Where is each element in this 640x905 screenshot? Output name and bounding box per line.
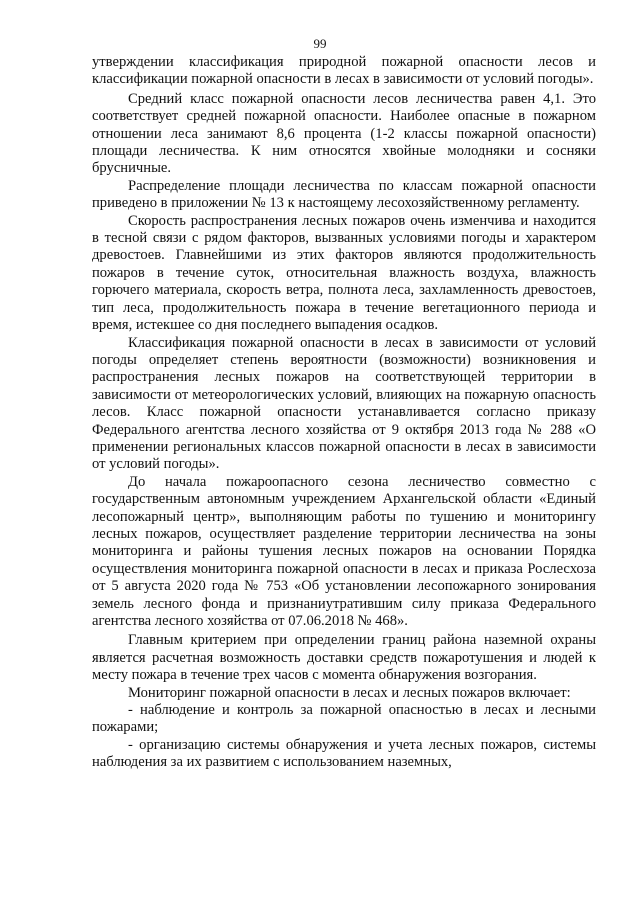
paragraph-fire-spread-speed: Скорость распространения лесных пожаров очень изменчива и находится в тесной связи с рядом факторов, вызванных условиями погоды и характером древостоев. Главнейшими из этих факторов являются продолжительность пожаров в течение суток, относительная влажность воздуха, влажность горючего материала, скорость ветра, полнота леса, захламленность древостоев, тип леса, продолжительность пожара в течение вегетационного периода и время, истекшее со дня последнего выпадения осадков. bbox=[92, 212, 596, 334]
page-number: 99 bbox=[313, 36, 327, 51]
paragraph-average-fire-class: Средний класс пожарной опасности лесов лесничества равен 4,1. Это соответствует средней пожарной опасности. Наиболее опасные в пожарном отношении леса занимают 8,6 процента (1-2 классы пожарной опасности) площади лесничества. К ним относятся хвойные молодняки и сосняки брусничные. bbox=[92, 90, 596, 177]
paragraph-ground-protection-criterion: Главным критерием при определении границ района наземной охраны является расчетная возможность доставки средств пожаротушения и людей к месту пожара в течение трех часов с момента обнаружения возгорания. bbox=[92, 632, 596, 684]
paragraph-monitoring-intro: Мониторинг пожарной опасности в лесах и лесных пожаров включает: bbox=[128, 684, 571, 701]
list-item-observation-control: - наблюдение и контроль за пожарной опасностью в лесах и лесными пожарами; bbox=[92, 702, 596, 736]
paragraph-season-zoning: До начала пожароопасного сезона лесничество совместно с государственным автономным учреждением Архангельской области «Единый лесопожарный центр», выполняющим работы по тушению и мониторингу лесных пожаров, осуществляет разделение территории лесничества на зоны мониторинга и районы тушения лесных пожаров на основании Порядка осуществления мониторинга пожарной опасности в лесах и приказа Рослесхоза от 5 августа 2020 года № 753 «Об установлении лесопожарного зонирования земель лесного фонда и признаниутратившим силу приказа Федерального агентства лесного хозяйства от 07.06.2018 № 468». bbox=[92, 473, 596, 629]
paragraph-area-distribution: Распределение площади лесничества по классам пожарной опасности приведено в приложении № 13 к настоящему лесохозяйственному регламенту. bbox=[92, 177, 596, 212]
paragraph-weather-classification: Классификация пожарной опасности в лесах в зависимости от условий погоды определяет степень вероятности (возможности) возникновения и распространения лесных пожаров на соответствующей территории в зависимости от метеорологических условий, влияющих на пожарную опасность лесов. Класс пожарной опасности устанавливается согласно приказу Федерального агентства лесного хозяйства от 9 октября 2013 года № 288 «О применении региональных классов пожарной опасности в лесах в зависимости от условий погоды». bbox=[92, 334, 596, 473]
paragraph-classification-continuation: утверждении классификация природной пожарной опасности лесов и классификации пожарной опасности в лесах в зависимости от условий погоды». bbox=[92, 54, 596, 88]
page-body bbox=[92, 54, 596, 772]
list-item-detection-system: - организацию системы обнаружения и учета лесных пожаров, системы наблюдения за их развитием с использованием наземных, bbox=[92, 736, 596, 771]
